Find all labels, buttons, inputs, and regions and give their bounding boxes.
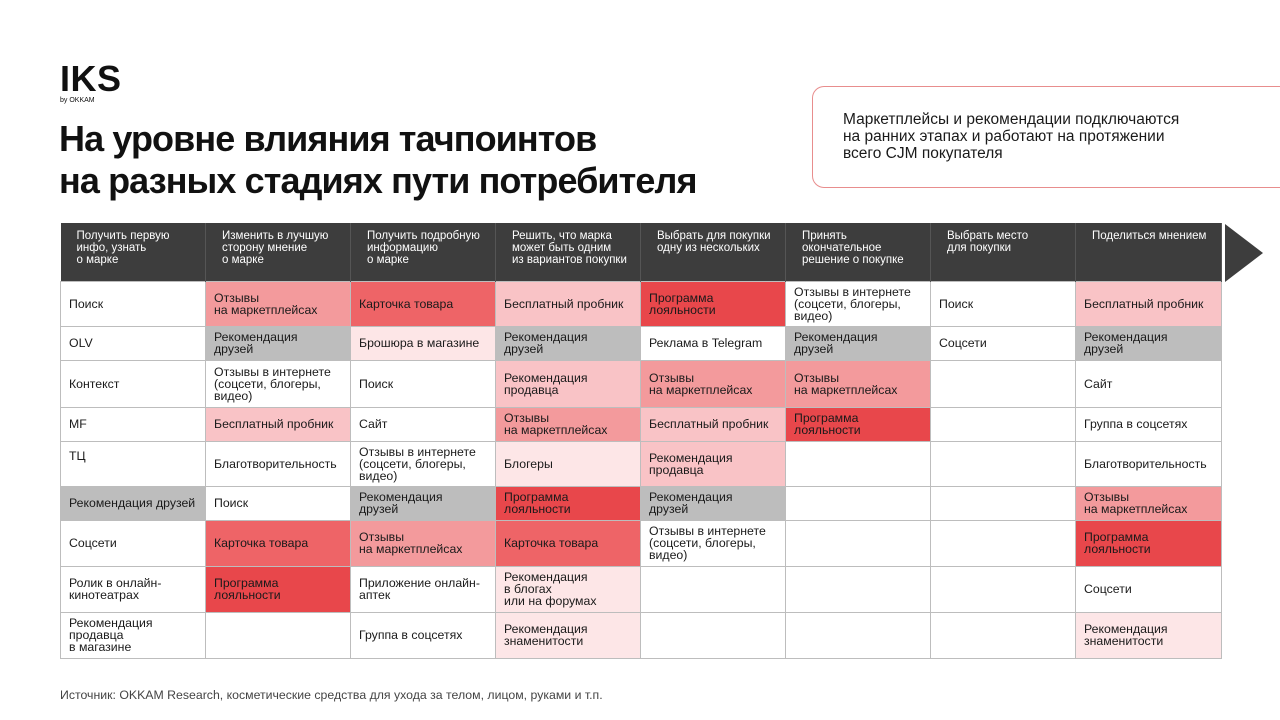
touchpoint-cell: Отзывы на маркетплейсах: [206, 281, 351, 326]
touchpoint-cell: Поиск: [206, 486, 351, 520]
row-label-cell: MF: [61, 407, 206, 441]
logo: [60, 58, 122, 105]
row-label-cell: Соцсети: [61, 520, 206, 566]
touchpoint-cell: Отзывы на маркетплейсах: [496, 407, 641, 441]
touchpoint-cell: Поиск: [931, 281, 1076, 326]
touchpoint-cell: [206, 612, 351, 658]
table-row: [61, 360, 1222, 407]
touchpoint-cell: Рекомендация друзей: [206, 326, 351, 360]
touchpoint-cell: Благотворительность: [206, 441, 351, 486]
touchpoint-cell: Отзывы на маркетплейсах: [641, 360, 786, 407]
touchpoint-cell: Бесплатный пробник: [1076, 281, 1222, 326]
table-row: [61, 486, 1222, 520]
table-row: [61, 326, 1222, 360]
row-label-cell: Контекст: [61, 360, 206, 407]
touchpoint-cell: Рекомендация друзей: [786, 326, 931, 360]
touchpoint-cell: [786, 566, 931, 612]
row-label-cell: OLV: [61, 326, 206, 360]
touchpoint-cell: Отзывы на маркетплейсах: [786, 360, 931, 407]
callout-box: [812, 86, 1280, 188]
touchpoint-cell: [931, 486, 1076, 520]
table-row: [61, 441, 1222, 486]
touchpoint-cell: Рекомендация друзей: [641, 486, 786, 520]
touchpoint-table: [60, 223, 1221, 659]
touchpoint-cell: [786, 441, 931, 486]
touchpoint-cell: Программа лояльности: [786, 407, 931, 441]
row-label-cell: ТЦ: [61, 441, 206, 486]
touchpoint-cell: Карточка товара: [206, 520, 351, 566]
stage-header-4: Решить, что марка может быть одним из вариантов покупки: [496, 223, 641, 281]
touchpoint-cell: Отзывы на маркетплейсах: [351, 520, 496, 566]
touchpoint-cell: Реклама в Telegram: [641, 326, 786, 360]
touchpoint-cell: Бесплатный пробник: [496, 281, 641, 326]
touchpoint-cell: [786, 486, 931, 520]
stage-header-8: Поделиться мнением: [1076, 223, 1222, 281]
stage-header-1: Получить первую инфо, узнать о марке: [61, 223, 206, 281]
table-header-row: [61, 223, 1222, 281]
stage-header-5: Выбрать для покупки одну из нескольких: [641, 223, 786, 281]
touchpoint-cell: Рекомендация знаменитости: [496, 612, 641, 658]
touchpoint-cell: Карточка товара: [496, 520, 641, 566]
row-label-cell: Рекомендация продавца в магазине: [61, 612, 206, 658]
touchpoint-cell: [931, 566, 1076, 612]
touchpoint-cell: Программа лояльности: [1076, 520, 1222, 566]
table-row: [61, 520, 1222, 566]
touchpoint-cell: Рекомендация друзей: [1076, 326, 1222, 360]
touchpoint-cell: Сайт: [1076, 360, 1222, 407]
touchpoint-cell: Приложение онлайн- аптек: [351, 566, 496, 612]
journey-arrow-icon: [1225, 224, 1263, 282]
page-title: [59, 118, 779, 202]
touchpoint-cell: Рекомендация друзей: [496, 326, 641, 360]
touchpoint-cell: Группа в соцсетях: [351, 612, 496, 658]
callout-text: Маркетплейсы и рекомендации подключаются на ранних этапах и работают на протяжении всего CJM покупателя: [843, 111, 1180, 162]
touchpoint-cell: Программа лояльности: [206, 566, 351, 612]
touchpoint-cell: Группа в соцсетях: [1076, 407, 1222, 441]
table-body: [61, 281, 1222, 658]
row-label-cell: Поиск: [61, 281, 206, 326]
touchpoint-cell: Рекомендация в блогах или на форумах: [496, 566, 641, 612]
touchpoint-cell: Рекомендация продавца: [641, 441, 786, 486]
touchpoint-table-grid: [60, 223, 1222, 659]
touchpoint-cell: Отзывы в интернете (соцсети, блогеры, видео): [641, 520, 786, 566]
touchpoint-cell: Брошюра в магазине: [351, 326, 496, 360]
table-row: [61, 407, 1222, 441]
table-row: [61, 281, 1222, 326]
touchpoint-cell: Отзывы на маркетплейсах: [1076, 486, 1222, 520]
touchpoint-cell: Сайт: [351, 407, 496, 441]
source-note: Источник: OKKAM Research, косметические средства для ухода за телом, лицом, руками и т.п.: [60, 688, 603, 702]
touchpoint-cell: [931, 441, 1076, 486]
touchpoint-cell: Отзывы в интернете (соцсети, блогеры, видео): [351, 441, 496, 486]
touchpoint-cell: Соцсети: [1076, 566, 1222, 612]
row-label-cell: Рекомендация друзей: [61, 486, 206, 520]
touchpoint-cell: Бесплатный пробник: [641, 407, 786, 441]
stage-header-2: Изменить в лучшую сторону мнение о марке: [206, 223, 351, 281]
row-label-cell: Ролик в онлайн- кинотеатрах: [61, 566, 206, 612]
touchpoint-cell: Поиск: [351, 360, 496, 407]
touchpoint-cell: Программа лояльности: [496, 486, 641, 520]
table-row: [61, 612, 1222, 658]
touchpoint-cell: [931, 612, 1076, 658]
touchpoint-cell: Отзывы в интернете (соцсети, блогеры, видео): [206, 360, 351, 407]
page-title-line-1: На уровне влияния тачпоинтов: [59, 118, 597, 159]
logo-subtitle: by OKKAM: [60, 97, 95, 104]
logo-wordmark: IKS: [60, 58, 122, 99]
touchpoint-cell: Программа лояльности: [641, 281, 786, 326]
touchpoint-cell: Отзывы в интернете (соцсети, блогеры, видео): [786, 281, 931, 326]
touchpoint-cell: Бесплатный пробник: [206, 407, 351, 441]
stage-header-6: Принять окончательное решение о покупке: [786, 223, 931, 281]
touchpoint-cell: [786, 520, 931, 566]
page-title-line-2: на разных стадиях пути потребителя: [59, 160, 697, 201]
touchpoint-cell: [931, 520, 1076, 566]
table-row: [61, 566, 1222, 612]
touchpoint-cell: [786, 612, 931, 658]
stage-header-7: Выбрать место для покупки: [931, 223, 1076, 281]
stage-header-3: Получить подробную информацию о марке: [351, 223, 496, 281]
touchpoint-cell: [931, 360, 1076, 407]
touchpoint-cell: [641, 612, 786, 658]
touchpoint-cell: [931, 407, 1076, 441]
touchpoint-cell: [641, 566, 786, 612]
touchpoint-cell: Блогеры: [496, 441, 641, 486]
touchpoint-cell: Рекомендация продавца: [496, 360, 641, 407]
touchpoint-cell: Благотворительность: [1076, 441, 1222, 486]
touchpoint-cell: Соцсети: [931, 326, 1076, 360]
touchpoint-cell: Карточка товара: [351, 281, 496, 326]
touchpoint-cell: Рекомендация знаменитости: [1076, 612, 1222, 658]
touchpoint-cell: Рекомендация друзей: [351, 486, 496, 520]
